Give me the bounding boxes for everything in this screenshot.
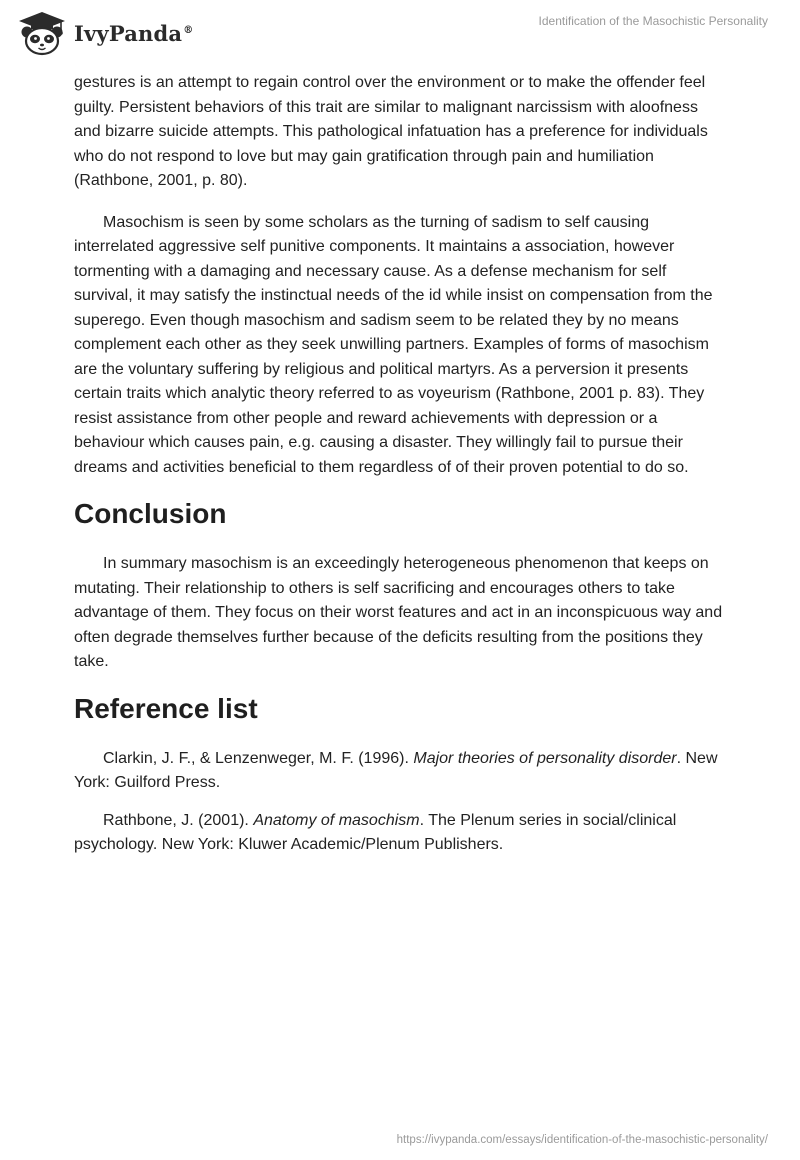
reference-item: Clarkin, J. F., & Lenzenweger, M. F. (1996). Major theories of personality disorder. New York: Guilford Press. (74, 749, 718, 791)
panda-icon (16, 10, 68, 56)
essay-content (74, 71, 726, 871)
paragraph: gestures is an attempt to regain control over the environment or to make the offender feel guilty. Persistent behaviors of this trait are similar to malignant narcissism with aloofness and bizarre suicide attempts. This pathological infatuation has a preference for individuals who do not respond to love but may gain gratification through pain and humiliation (Rathbone, 2001, p. 80). (74, 74, 708, 189)
reference-list-heading: Reference list (74, 692, 258, 724)
ivypanda-logo[interactable] (16, 10, 193, 56)
reference-item: Rathbone, J. (2001). Anatomy of masochism. The Plenum series in social/clinical psychology. New York: Kluwer Academic/Plenum Publishers. (74, 811, 677, 853)
brand-name: IvyPanda® (74, 20, 194, 46)
running-title: Identification of the Masochistic Personality (538, 14, 768, 28)
reference-title: Major theories of personality disorder (413, 749, 677, 767)
source-url[interactable]: https://ivypanda.com/essays/identification-of-the-masochistic-personality/ (396, 1134, 768, 1146)
page-header (0, 0, 800, 66)
paragraph: Masochism is seen by some scholars as the turning of sadism to self causing interrelated aggressive self punitive components. It maintains a association, however tormenting with a damaging and necessary cause. As a defense mechanism for self survival, it may satisfy the instinctual needs of the id while insist on compensation from the superego. Even though masochism and sadism seem to be related they by no means complement each other as they seek unwilling partners. Examples of forms of masochism are the voluntary suffering by religious and political martyrs. As a perversion it presents certain traits which analytic theory referred to as voyeurism (Rathbone, 2001 p. 83). They resist assistance from other people and reward achievements with depression or a behaviour which causes pain, e.g. causing a disaster. They willingly fail to pursue their dreams and activities beneficial to them regardless of of their proven potential to do so. (74, 213, 713, 476)
paragraph: In summary masochism is an exceedingly heterogeneous phenomenon that keeps on mutating. Their relationship to others is self sacrificing and encourages others to take advantage of them. They focus on their worst features and act in an inconspicuous way and often degrade themselves further because of the deficits resulting from the positions they take. (74, 555, 723, 670)
conclusion-heading: Conclusion (74, 498, 227, 529)
reference-title: Anatomy of masochism (253, 811, 420, 829)
